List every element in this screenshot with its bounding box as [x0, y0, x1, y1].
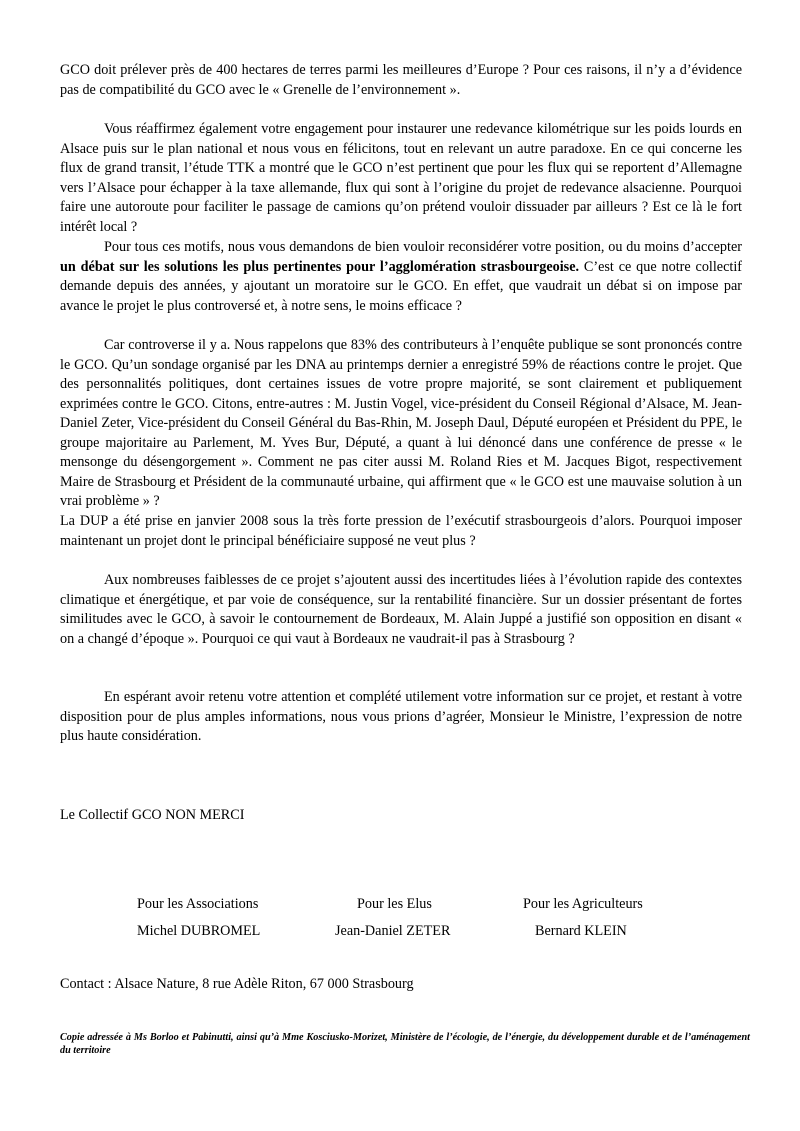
paragraph-closing: En espérant avoir retenu votre attention et complété utilement votre information sur ce projet, et restant à votre disposition pour de plus amples informations, nous vous prions d’agréer, Monsieur le Ministre, l’expression de notre plus haute considération. [60, 689, 742, 744]
elus-title: Pour les Elus [357, 896, 432, 912]
paragraph-controverse: Car controverse il y a. Nous rappelons que 83% des contributeurs à l’enquête publique se sont prononcés contre le GCO. Qu’un sondage organisé par les DNA au printemps dernier a enregistré 59% de réactions contre le projet. Que des personnalités politiques, dont certaines issues de votre propre majorité, se sont clairement et publiquement exprimées contre le GCO. Citons, entre-autres : M. Justin Vogel, vice-président du Conseil Régional d’Alsace, M. Jean-Daniel Zeter, Vice-président du Conseil Général du Bas-Rhin, M. Joseph Daul, Député européen et Président du PPE, le groupe majoritaire au Parlement, M. Yves Bur, Député, a quant à lui dénoncé dans une conférence de presse « le mensonge du désengorgement ». Comment ne pas citer aussi M. Roland Ries et M. Jacques Bigot, respectivement Maire de Strasbourg et Président de la communauté urbaine, qui affirment que « le GCO est une mauvaise solution à un vrai problème » ? [60, 337, 742, 509]
paragraph-debat-emphasis: un débat sur les solutions les plus pertinentes pour l’agglomération strasbourgeoise. [60, 258, 580, 275]
paragraph-redevance: Vous réaffirmez également votre engagement pour instaurer une redevance kilométrique sur les poids lourds en Alsace puis sur le plan national et nous vous en félicitons, tout en relevant un autre paradoxe. En ce qui concerne les flux de grand transit, l’étude TTK a montré que le GCO n’est pertinent que pour les flux qui se reportent d’Allemagne vers l’Alsace pour échapper à la taxe allemande, flux qui sont à l’origine du projet de redevance alsacienne. Pourquoi faire une autoroute pour faciliter le passage de camions qu’on prétend vouloir dissuader par ailleurs ? Est ce là le fort intérêt local ? [60, 121, 742, 235]
associations-signatory: Michel DUBROMEL [137, 923, 261, 939]
agriculteurs-signatory: Bernard KLEIN [535, 923, 627, 939]
contact-address: Contact : Alsace Nature, 8 rue Adèle Riton, 67 000 Strasbourg [60, 976, 414, 992]
collective-signature: Le Collectif GCO NON MERCI [60, 807, 245, 823]
paragraph-debat-start: Pour tous ces motifs, nous vous demandons de bien vouloir reconsidérer votre position, ou du moins d’accepter [104, 239, 742, 255]
copy-footnote: Copie adressée à Ms Borloo et Pabinutti, ainsi qu’à Mme Kosciusko-Morizet, Ministère de l’écologie, de l’énergie, du développement durable et de l’aménagement du territoire [60, 1032, 750, 1056]
paragraph-dup: La DUP a été prise en janvier 2008 sous la très forte pression de l’exécutif strasbourgeois d’alors. Pourquoi imposer maintenant un projet dont le principal bénéficiaire supposé ne veut plus ? [60, 513, 742, 549]
paragraph-debat-end: C’est ce que notre collectif demande depuis des années, y ajoutant un moratoire sur le GCO. En effet, que vaudrait un débat si on impose par avance le projet le plus controversé et, à notre sens, le moins efficace ? [60, 258, 742, 314]
paragraph-incertitudes: Aux nombreuses faiblesses de ce projet s’ajoutent aussi des incertitudes liées à l’évolution rapide des contextes climatique et énergétique, et par voie de conséquence, sur la rentabilité financière. Sur un dossier présentant de fortes similitudes avec le GCO, à savoir le contournement de Bordeaux, M. Alain Juppé a justifié son opposition en disant « on a changé d’époque ». Pourquoi ce qui vaut à Bordeaux ne vaudrait-il pas à Strasbourg ? [60, 572, 742, 647]
agriculteurs-title: Pour les Agriculteurs [523, 896, 643, 912]
elus-signatory: Jean-Daniel ZETER [335, 923, 451, 939]
paragraph-debat [60, 238, 742, 316]
associations-title: Pour les Associations [137, 896, 259, 912]
paragraph-grenelle: GCO doit prélever près de 400 hectares de terres parmi les meilleures d’Europe ? Pour ces raisons, il n’y a d’évidence pas de compatibilité du GCO avec le « Grenelle de l’environnement ». [60, 62, 742, 98]
